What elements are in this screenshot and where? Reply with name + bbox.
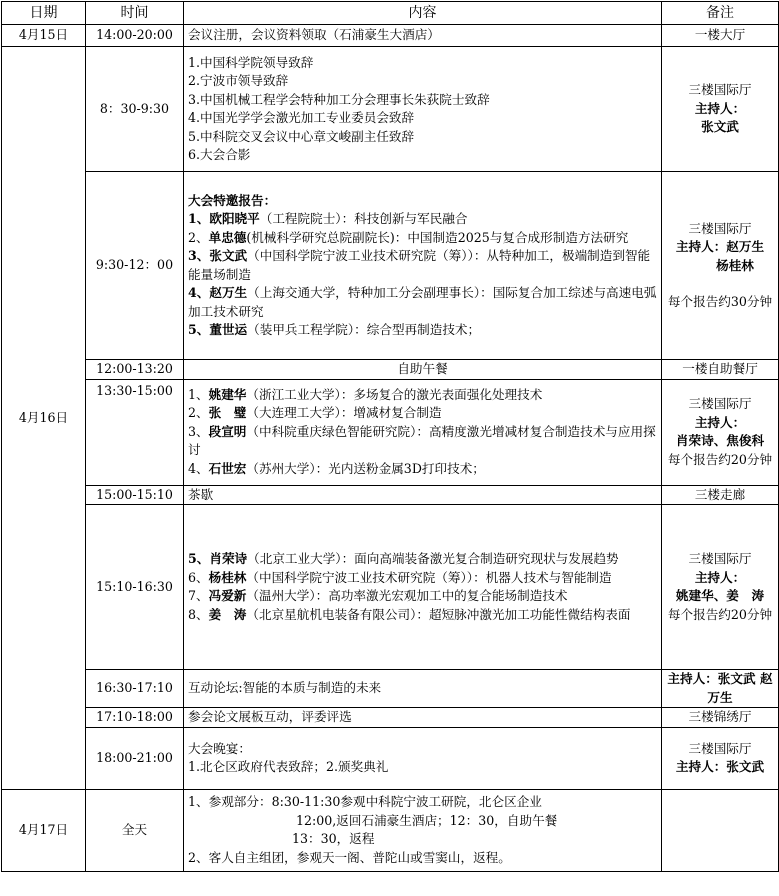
- note-cell: 主持人：张文武 赵万生: [662, 670, 779, 708]
- time-cell: 15:10-16:30: [86, 505, 184, 670]
- note-cell: 三楼国际厅 主持人： 姚建华、姜 涛 每个报告约20分钟: [662, 505, 779, 670]
- content-cell: [184, 172, 662, 360]
- time-cell: 18:00-21:00: [86, 727, 184, 789]
- list-item: 2.宁波市领导致辞: [188, 73, 289, 88]
- list-item: 4、赵万生（上海交通大学，特种加工分会副理事长）：国际复合加工综述与高速电弧加工技术研究: [188, 285, 657, 319]
- note-cell: 三楼国际厅 主持人： 肖荣诗、焦俊科 每个报告约20分钟: [662, 379, 779, 485]
- header-content: 内容: [184, 2, 662, 25]
- row-session-2: [2, 379, 779, 485]
- row-session-3: [2, 505, 779, 670]
- time-cell: 13:30-15:00: [86, 379, 184, 485]
- time-cell: 15:00-15:10: [86, 485, 184, 505]
- note-cell: 三楼国际厅 主持人： 张文武: [662, 47, 779, 172]
- list-item: 1.北仑区政府代表致辞；2.颁奖典礼: [188, 759, 389, 774]
- list-item: 2、客人自主组团，参观天一阁、普陀山或雪窦山，返程。: [188, 849, 511, 865]
- list-item: 2、张 璧（大连理工大学）：增减材复合制造: [188, 405, 442, 421]
- list-item: 1、参观部分：8:30-11:30参观中科院宁波工研院，北仑区企业: [188, 794, 542, 809]
- header-time: 时间: [86, 2, 184, 25]
- date-cell: 4月16日: [2, 47, 86, 790]
- list-item: 7、冯爱新（温州大学）：高功率激光宏观加工中的复合能场制造技术: [188, 588, 568, 603]
- content-cell: 会议注册，会议资料领取（石浦豪生大酒店）: [184, 25, 662, 47]
- list-item: 12:00,返回石浦豪生酒店；12：30，自助午餐: [296, 812, 558, 828]
- list-item: 3、张文武（中国科学院宁波工业技术研究院（筹））：从特种加工，极端制造到智能能量场制造: [188, 248, 651, 282]
- row-visit: [2, 789, 779, 871]
- content-cell: [184, 47, 662, 172]
- schedule-table: [1, 1, 779, 872]
- row-lunch: [2, 360, 779, 380]
- date-cell: 4月17日: [2, 789, 86, 871]
- time-cell: 17:10-18:00: [86, 708, 184, 728]
- list-item: 8、姜 涛（北京星航机电装备有限公司）：超短脉冲激光加工功能性微结构表面: [188, 606, 631, 622]
- time-cell: 8：30-9:30: [86, 47, 184, 172]
- list-item: 5、肖荣诗（北京工业大学）：面向高端装备激光复合制造研究现状与发展趋势: [188, 551, 619, 566]
- list-item: 5、董世运（装甲兵工程学院）：综合型再制造技术；: [188, 322, 481, 337]
- header-row: [2, 2, 779, 25]
- list-item: 1.中国科学院领导致辞: [188, 54, 314, 70]
- date-cell: 4月15日: [2, 25, 86, 47]
- note-cell: 三楼走廊: [662, 485, 779, 505]
- list-item: 4、石世宏（苏州大学）：光内送粉金属3D打印技术；: [188, 460, 485, 476]
- section-title: 大会特邀报告：: [188, 192, 277, 208]
- note-cell: 一楼大厅: [662, 25, 779, 47]
- time-cell: 全天: [86, 789, 184, 871]
- row-plenary: [2, 172, 779, 360]
- list-item: 6、杨桂林（中国科学院宁波工业技术研究院（筹））：机器人技术与智能制造: [188, 569, 612, 585]
- list-item: 6.大会合影: [188, 147, 251, 162]
- content-cell: [184, 505, 662, 670]
- list-item: 3、段宣明（中科院重庆绿色智能研究院）：高精度激光增减材复合制造技术与应用探讨: [188, 423, 656, 458]
- list-item: 5.中科院交叉会议中心章文峻副主任致辞: [188, 128, 415, 144]
- list-item: 1、欧阳晓平（工程院院士）：科技创新与军民融合: [188, 211, 468, 226]
- time-cell: 12:00-13:20: [86, 360, 184, 380]
- list-item: 3.中国机械工程学会特种加工分会理事长朱荻院士致辞: [188, 91, 490, 107]
- row-forum: [2, 670, 779, 708]
- row-registration: [2, 25, 779, 47]
- section-title: 大会晚宴：: [188, 740, 251, 756]
- content-cell: 茶歇: [184, 485, 662, 505]
- time-cell: 14:00-20:00: [86, 25, 184, 47]
- list-item: 13：30，返程: [292, 831, 375, 846]
- content-cell: [184, 727, 662, 789]
- note-cell: 三楼锦绣厅: [662, 708, 779, 728]
- content-cell: 自助午餐: [184, 360, 662, 380]
- row-opening: [2, 47, 779, 172]
- header-date: 日期: [2, 2, 86, 25]
- content-cell: 参会论文展板互动，评委评选: [184, 708, 662, 728]
- note-cell: 三楼国际厅 主持人：赵万生 杨桂林 每个报告约30分钟: [662, 172, 779, 360]
- note-cell: 一楼自助餐厅: [662, 360, 779, 380]
- time-cell: 9:30-12：00: [86, 172, 184, 360]
- row-tea-break: [2, 485, 779, 505]
- note-cell: 三楼国际厅 主持人：张文武: [662, 727, 779, 789]
- row-poster: [2, 708, 779, 728]
- list-item: 1、姚建华（浙江工业大学）：多场复合的激光表面强化处理技术: [188, 386, 543, 402]
- note-cell: [662, 789, 779, 871]
- content-cell: [184, 379, 662, 485]
- content-cell: 互动论坛:智能的本质与制造的未来: [184, 670, 662, 708]
- row-dinner: [2, 727, 779, 789]
- header-note: 备注: [662, 2, 779, 25]
- time-cell: 16:30-17:10: [86, 670, 184, 708]
- content-cell: [184, 789, 662, 871]
- list-item: 2、单忠德(机械科学研究总院副院长)：中国制造2025与复合成形制造方法研究: [188, 229, 629, 245]
- list-item: 4.中国光学学会激光加工专业委员会致辞: [188, 110, 415, 125]
